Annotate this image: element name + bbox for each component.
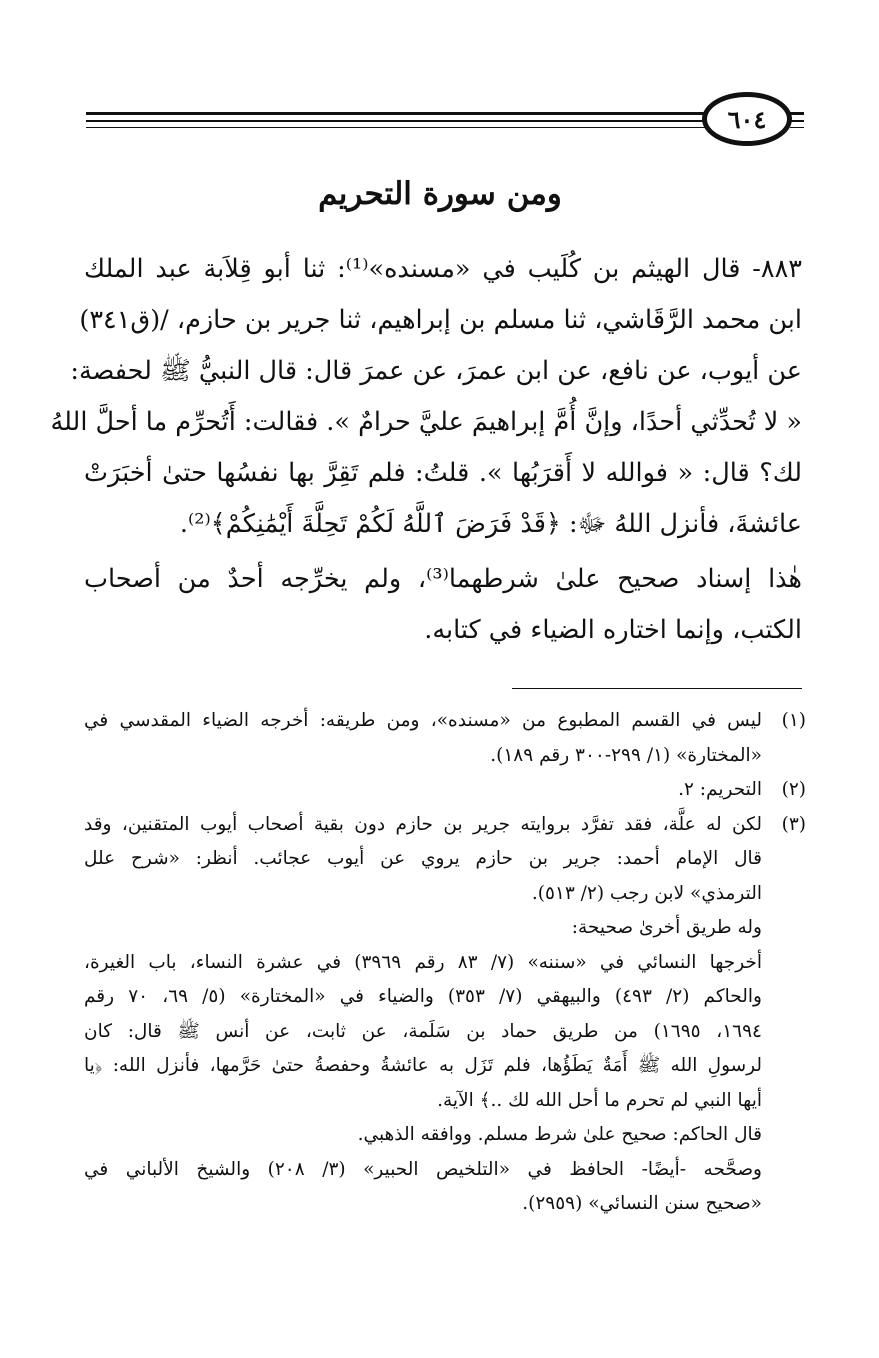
comment-paragraph [84,554,802,656]
footnote-3 [84,808,806,1222]
footnote-line: الترمذي» لابن رجب (٢/ ٥١٣). [531,882,762,904]
footnote-number: (٢) [781,779,806,800]
footnote-line: وصحَّحه -أيضًا- الحافظ في «التلخيص الحبير» (٣/ ٢٠٨) والشيخ الألباني في [84,1158,762,1180]
text-line: « لا تُحدِّثي أحدًا، وإنَّ أُمَّ إبراهيمَ عليَّ حرامٌ ». فقالت: أَتُحرِّم ما أحلَّ اللهُ [50,407,802,437]
footnote-line: وله طريق أخرىٰ صحيحة: [571,917,762,938]
text-line: ابن محمد الرَّقَاشي، ثنا مسلم بن إبراهيم، ثنا جرير بن حازم، /(ق٣٤١) [79,305,802,335]
page-number: ٦٠٤ [702,92,792,146]
footnote-number: (١) [781,710,806,731]
footnote-line: لرسولِ الله ﷺ أَمَةٌ يَطَؤُها، فلم تَزَل به عائشةُ وحفصةُ حتىٰ حَرَّمها، فأنزل الله: ﴿يا [84,1055,762,1076]
text-line: عائشةَ، فأنزل اللهُ ﷻ: ﴿قَدْ فَرَضَ ٱللَّهُ لَكُمْ تَحِلَّةَ أَيْمَٰنِكُمْ﴾⁽²⁾. [179,509,802,539]
header-rule-end [790,127,804,128]
footnote-line: قال الإمام أحمد: جرير بن حازم يروي عن أيوب عجائب. أنظر: «شرح علل [84,848,762,869]
footnote-separator [512,688,802,689]
header-rule [86,120,708,122]
header-rule-end [790,112,804,115]
text-line: ٨٨٣- قال الهيثم بن كُلَيب في «مسنده»⁽¹⁾: ثنا أبو قِلاَبة عبد الملك [84,254,802,284]
footnote-line: التحريم: ٢. [678,779,762,800]
text-line: عن أيوب، عن نافع، عن ابن عمرَ، عن عمرَ قال: قال النبيُّ ﷺ لحفصة: [70,356,802,386]
footnotes [84,704,806,1222]
footnote-1 [84,704,806,773]
footnote-line: لكن له علَّة، فقد تفرَّد بروايته جرير بن حازم دون بقية أصحاب أيوب المتقنين، وقد [84,813,762,835]
footnote-number: (٣) [781,813,806,835]
footnote-line: ليس في القسم المطبوع من «مسنده»، ومن طريقه: أخرجه الضياء المقدسي في [84,710,762,731]
header-rule [86,127,708,128]
text-line: لك؟ قال: « فوالله لا أَقرَبُها ». قلتُ: فلم تَقِرَّ بها نفسُها حتىٰ أخبَرَتْ [84,458,802,488]
footnote-line: والحاكم (٢/ ٤٩٣) والبيهقي (٧/ ٣٥٣) والضياء في «المختارة» (٥/ ٦٩، ٧٠ رقم [84,986,762,1007]
footnote-line: أخرجها النسائي في «سننه» (٧/ ٨٣ رقم ٣٩٦٩) في عشرة النساء، باب الغيرة، [84,951,762,973]
footnote-line: قال الحاكم: صحيح علىٰ شرط مسلم. ووافقه الذهبي. [357,1124,762,1145]
footnote-line: ١٦٩٤، ١٦٩٥) من طريق حماد بن سَلَمة، عن ثابت، عن أنس ﷺ قال: كان [84,1020,762,1042]
main-text [50,244,802,656]
chapter-title: ومن سورة التحريم [318,176,562,212]
footnote-line: أيها النبي لم تحرم ما أحل الله لك ..﴾ الآية. [437,1089,762,1111]
header-rule [86,112,708,115]
footnote-line: «المختارة» (١/ ٢٩٩-٣٠٠ رقم ١٨٩). [490,744,762,766]
text-line: هٰذا إسناد صحيح علىٰ شرطهما⁽³⁾، ولم يخرِّجه أحدٌ من أصحاب [84,564,802,594]
text-line: الكتب، وإنما اختاره الضياء في كتابه. [424,615,802,645]
footnote-line: «صحيح سنن النسائي» (٢٩٥٩). [522,1193,762,1214]
footnote-2 [84,773,806,808]
header-rule-end [790,120,804,122]
hadith-paragraph [50,244,802,550]
